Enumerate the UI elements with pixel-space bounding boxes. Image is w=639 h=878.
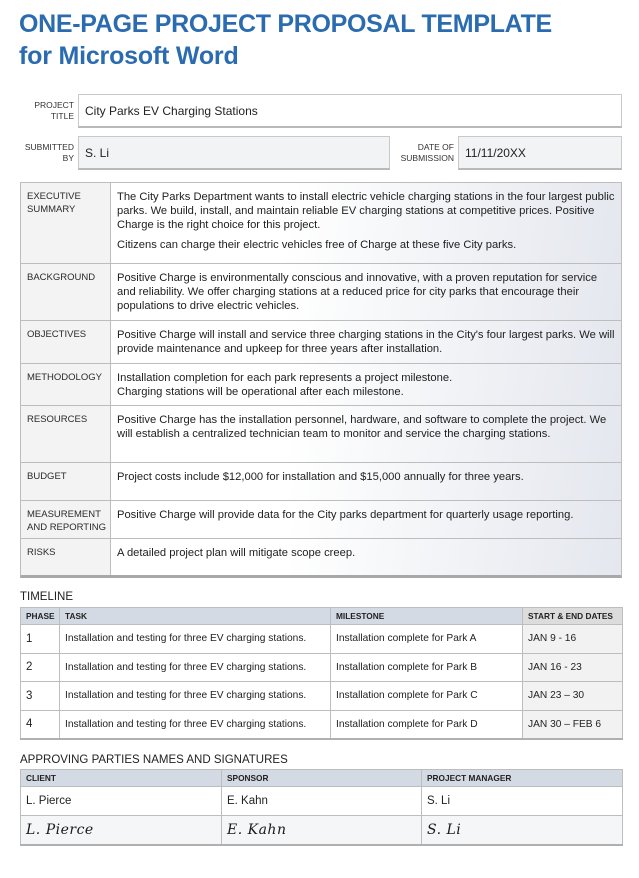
- section-objectives: [21, 320, 621, 363]
- date-of-submission-value: 11/11/20XX: [465, 145, 526, 160]
- title-line-2: for Microsoft Word: [19, 42, 239, 70]
- column-header-phase: PHASE: [21, 608, 60, 625]
- section-label: MEASUREMENT AND REPORTING: [21, 501, 111, 538]
- label-line: DATE OF: [417, 142, 454, 152]
- section-body[interactable]: [111, 364, 621, 405]
- document-title: [19, 12, 552, 69]
- column-header-task: TASK: [60, 608, 331, 625]
- section-paragraph: Positive Charge is environmentally conscious and innovative, with a proven reputation for service and reliability. We offer charging stations at a reduced price for city parks that encourage their populations to drive electric vehicles.: [117, 272, 598, 312]
- section-paragraph: Installation completion for each park represents a project milestone.: [117, 372, 453, 384]
- approvals-header-row: [21, 770, 623, 787]
- section-paragraph: The City Parks Department wants to install electric vehicle charging stations in the four largest public parks. We build, install, and maintain reliable EV charging stations at competitive prices. Positive Charge is the right choice for this project.: [117, 191, 615, 231]
- client-signature-cell[interactable]: L. Pierce: [21, 816, 222, 845]
- section-label: EXECUTIVE SUMMARY: [21, 183, 111, 263]
- column-header-dates: START & END DATES: [523, 608, 623, 625]
- dates-cell[interactable]: JAN 9 - 16: [523, 625, 623, 654]
- table-row: [21, 625, 623, 654]
- section-executive-summary: [21, 183, 621, 263]
- phase-cell[interactable]: 2: [21, 653, 60, 682]
- milestone-cell[interactable]: Installation complete for Park D: [331, 710, 523, 739]
- section-paragraph: Positive Charge will provide data for the City parks department for quarterly usage reporting.: [117, 509, 574, 521]
- submitted-by-value: S. Li: [85, 145, 110, 160]
- section-label: METHODOLOGY: [21, 364, 111, 405]
- section-label: BUDGET: [21, 463, 111, 500]
- section-paragraph: Project costs include $12,000 for installation and $15,000 annually for three years.: [117, 471, 524, 483]
- phase-cell[interactable]: 3: [21, 682, 60, 711]
- section-body[interactable]: [111, 183, 621, 263]
- project-title-value: City Parks EV Charging Stations: [85, 103, 258, 118]
- column-header-project-manager: PROJECT MANAGER: [422, 770, 623, 787]
- names-row: [21, 787, 623, 816]
- section-background: [21, 263, 621, 320]
- section-measurement-and-reporting: [21, 500, 621, 538]
- section-paragraph: Charging stations will be operational after each milestone.: [117, 385, 404, 398]
- section-risks: [21, 538, 621, 575]
- label-line: PROJECT: [34, 100, 74, 110]
- table-row: [21, 682, 623, 711]
- label-line: SUBMITTED: [24, 142, 74, 152]
- task-cell[interactable]: Installation and testing for three EV charging stations.: [60, 682, 331, 711]
- client-name-cell[interactable]: L. Pierce: [21, 787, 222, 816]
- section-body[interactable]: [111, 463, 621, 500]
- section-label: OBJECTIVES: [21, 321, 111, 363]
- phase-cell[interactable]: 1: [21, 625, 60, 654]
- title-line-1: ONE-PAGE PROJECT PROPOSAL TEMPLATE: [19, 10, 552, 38]
- timeline-heading: TIMELINE: [20, 591, 74, 603]
- label-line: BY: [62, 153, 74, 163]
- task-cell[interactable]: Installation and testing for three EV charging stations.: [60, 710, 331, 739]
- timeline-table: [20, 607, 623, 740]
- project-manager-name-cell[interactable]: S. Li: [422, 787, 623, 816]
- label-line: SUBMISSION: [400, 153, 454, 163]
- approvals-heading: APPROVING PARTIES NAMES AND SIGNATURES: [20, 754, 288, 766]
- task-cell[interactable]: Installation and testing for three EV charging stations.: [60, 625, 331, 654]
- section-paragraph: Positive Charge has the installation personnel, hardware, and software to complete the project. We will establish a centralized technician team to monitor and service the charging stations.: [117, 414, 607, 440]
- milestone-cell[interactable]: Installation complete for Park B: [331, 653, 523, 682]
- project-title-field[interactable]: [78, 94, 622, 128]
- section-body[interactable]: [111, 501, 621, 538]
- section-paragraph: A detailed project plan will mitigate scope creep.: [117, 547, 356, 559]
- section-paragraph: Positive Charge will install and service three charging stations in the City's four largest parks. We will provide maintenance and upkeep for three years after installation.: [117, 329, 615, 355]
- section-resources: [21, 405, 621, 462]
- submitted-by-field[interactable]: [78, 136, 390, 170]
- column-header-milestone: MILESTONE: [331, 608, 523, 625]
- submitted-by-label: [20, 142, 74, 164]
- dates-cell[interactable]: JAN 16 - 23: [523, 653, 623, 682]
- section-budget: [21, 462, 621, 500]
- column-header-sponsor: SPONSOR: [222, 770, 422, 787]
- project-title-label: [20, 100, 74, 122]
- sponsor-signature-cell[interactable]: E. Kahn: [222, 816, 422, 845]
- table-row: [21, 653, 623, 682]
- section-body[interactable]: [111, 406, 621, 462]
- date-of-submission-label: [395, 142, 454, 164]
- column-header-client: CLIENT: [21, 770, 222, 787]
- sponsor-name-cell[interactable]: E. Kahn: [222, 787, 422, 816]
- section-body[interactable]: [111, 539, 621, 575]
- section-label: BACKGROUND: [21, 264, 111, 320]
- section-label: RISKS: [21, 539, 111, 575]
- signatures-row: [21, 816, 623, 845]
- dates-cell[interactable]: JAN 30 – FEB 6: [523, 710, 623, 739]
- project-manager-signature-cell[interactable]: S. Li: [422, 816, 623, 845]
- approvals-table: [20, 769, 623, 846]
- dates-cell[interactable]: JAN 23 – 30: [523, 682, 623, 711]
- timeline-header-row: [21, 608, 623, 625]
- section-methodology: [21, 363, 621, 405]
- task-cell[interactable]: Installation and testing for three EV charging stations.: [60, 653, 331, 682]
- table-row: [21, 710, 623, 739]
- proposal-sections: [20, 182, 622, 578]
- section-body[interactable]: [111, 264, 621, 320]
- phase-cell[interactable]: 4: [21, 710, 60, 739]
- section-label: RESOURCES: [21, 406, 111, 462]
- label-line: TITLE: [50, 111, 74, 121]
- date-of-submission-field[interactable]: [458, 136, 622, 170]
- milestone-cell[interactable]: Installation complete for Park C: [331, 682, 523, 711]
- milestone-cell[interactable]: Installation complete for Park A: [331, 625, 523, 654]
- section-paragraph: Citizens can charge their electric vehicles free of Charge at these five City parks.: [117, 239, 517, 252]
- section-body[interactable]: [111, 321, 621, 363]
